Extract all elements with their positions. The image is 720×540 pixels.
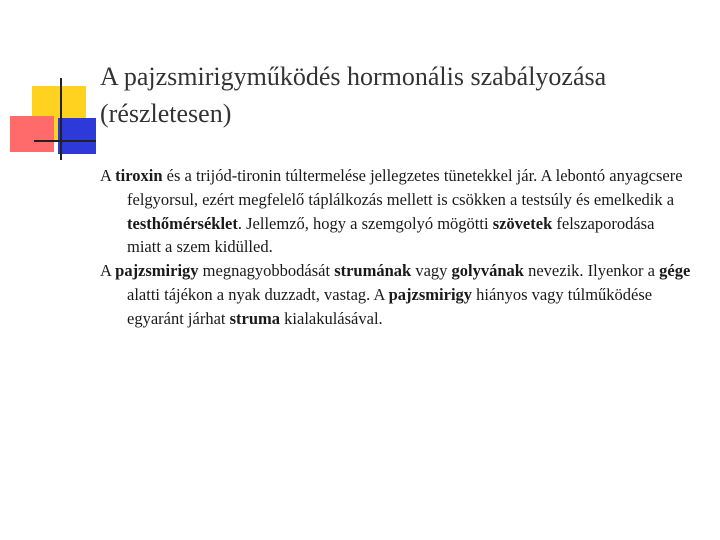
paragraph-1 xyxy=(100,164,692,259)
text-run: hiányos vagy túlműködése egyaránt járhat xyxy=(127,284,653,328)
bold-term: strumának xyxy=(334,261,412,281)
bold-term: golyvának xyxy=(451,261,524,281)
bold-term: gége xyxy=(659,261,691,281)
text-run: megnagyobbodását xyxy=(198,261,335,281)
paragraph-2 xyxy=(100,259,692,330)
bold-term: tiroxin xyxy=(115,166,163,185)
text-run: A xyxy=(100,261,116,281)
slide-body xyxy=(100,164,692,331)
text-run: A xyxy=(100,166,116,185)
bold-term: szövetek xyxy=(492,213,553,233)
text-run: és a trijód-tironin túltermelése jellegzetes tünetekkel jár. A lebontó anyagcsere felgyorsul, ezért megfelelő táplálkozás mellett is csökken a testsúly és emelkedik a xyxy=(127,166,683,209)
text-run: vagy xyxy=(411,261,452,281)
bold-term: pajzsmirigy xyxy=(388,284,473,304)
slide-title: A pajzsmirigyműködés hormonális szabályozása (részletesen) xyxy=(100,62,607,128)
bold-term: pajzsmirigy xyxy=(115,261,199,281)
decor-vertical-line xyxy=(60,78,62,160)
decor-blue-square xyxy=(58,118,96,154)
text-run: felszaporodása miatt a szem kidülled. xyxy=(127,213,655,257)
text-run: kialakulásával. xyxy=(280,308,383,328)
text-run: alatti tájékon a nyak duzzadt, vastag. A xyxy=(127,284,389,304)
bold-term: struma xyxy=(229,308,281,328)
text-run: . Jellemző, hogy a szemgolyó mögötti xyxy=(237,213,493,233)
text-run: nevezik. Ilyenkor a xyxy=(523,261,660,281)
decor-red-square xyxy=(10,116,54,152)
decor-horizontal-line xyxy=(34,140,96,142)
bold-term: testhőmérséklet xyxy=(127,213,238,233)
